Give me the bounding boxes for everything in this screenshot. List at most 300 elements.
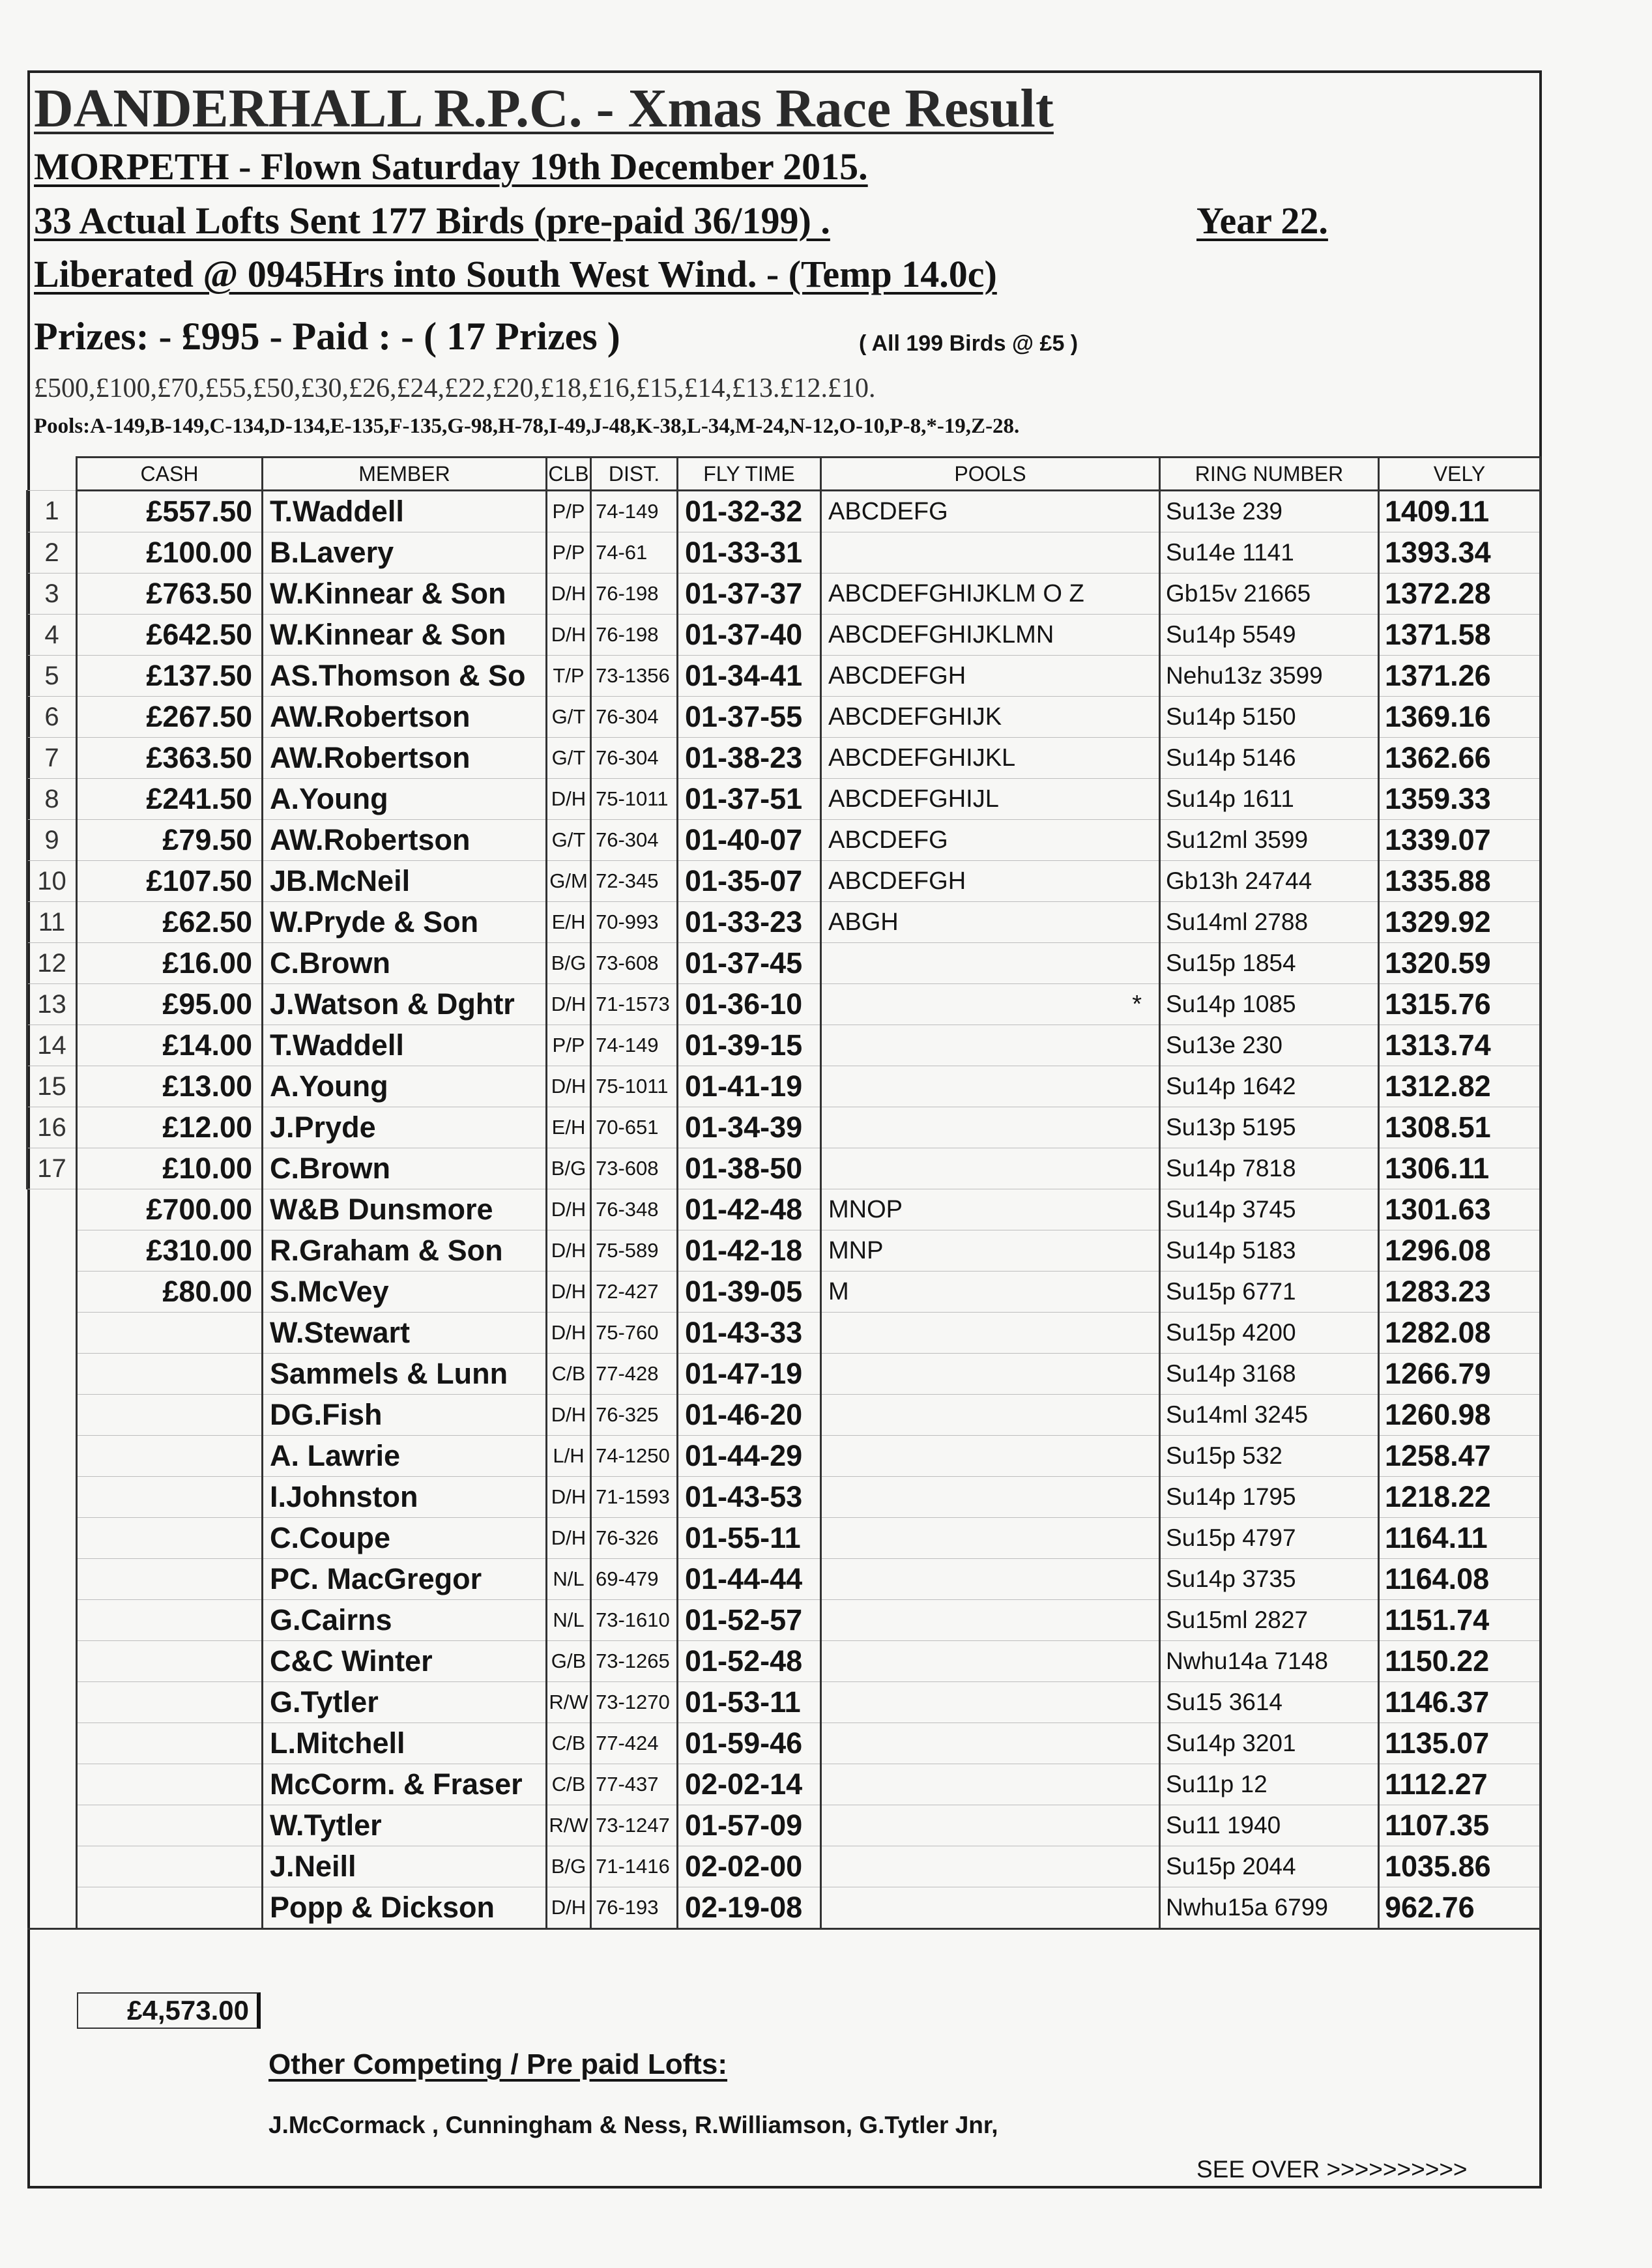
row-club: D/H xyxy=(547,779,591,820)
row-velocity: 1296.08 xyxy=(1379,1230,1541,1272)
row-velocity: 1313.74 xyxy=(1379,1025,1541,1066)
row-distance: 71-1593 xyxy=(591,1477,678,1518)
row-fly-time: 01-57-09 xyxy=(678,1805,821,1846)
row-ring-number: Su15p 532 xyxy=(1160,1436,1379,1477)
row-velocity: 1150.22 xyxy=(1379,1641,1541,1682)
row-distance: 77-437 xyxy=(591,1764,678,1805)
row-distance: 76-304 xyxy=(591,738,678,779)
row-member: W.Tytler xyxy=(263,1805,547,1846)
row-velocity: 1260.98 xyxy=(1379,1395,1541,1436)
row-pools xyxy=(821,1354,1160,1395)
row-distance: 76-193 xyxy=(591,1887,678,1929)
row-ring-number: Su15p 4200 xyxy=(1160,1313,1379,1354)
table-row xyxy=(27,532,1541,574)
row-distance: 76-304 xyxy=(591,820,678,861)
row-distance: 76-348 xyxy=(591,1189,678,1230)
row-cash: £363.50 xyxy=(77,738,263,779)
row-cash: £267.50 xyxy=(77,697,263,738)
row-member: G.Tytler xyxy=(263,1682,547,1723)
row-club: G/T xyxy=(547,697,591,738)
row-velocity: 1371.58 xyxy=(1379,615,1541,656)
row-cash: £10.00 xyxy=(77,1148,263,1189)
table-row xyxy=(27,1764,1541,1805)
row-position: 17 xyxy=(27,1148,77,1189)
row-pools: MNP xyxy=(821,1230,1160,1272)
row-member: L.Mitchell xyxy=(263,1723,547,1764)
page-title: DANDERHALL R.P.C. - Xmas Race Result xyxy=(34,78,1054,139)
row-ring-number: Nehu13z 3599 xyxy=(1160,656,1379,697)
row-club: G/T xyxy=(547,738,591,779)
row-position: 3 xyxy=(27,574,77,615)
row-velocity: 1151.74 xyxy=(1379,1600,1541,1641)
row-cash: £80.00 xyxy=(77,1272,263,1313)
row-position: 15 xyxy=(27,1066,77,1107)
row-velocity: 1112.27 xyxy=(1379,1764,1541,1805)
row-cash xyxy=(77,1846,263,1887)
row-member: I.Johnston xyxy=(263,1477,547,1518)
row-member: J.Watson & Dghtr xyxy=(263,984,547,1025)
row-velocity: 1282.08 xyxy=(1379,1313,1541,1354)
row-distance: 71-1573 xyxy=(591,984,678,1025)
row-position xyxy=(27,1723,77,1764)
row-pools xyxy=(821,1641,1160,1682)
row-cash: £241.50 xyxy=(77,779,263,820)
row-position: 9 xyxy=(27,820,77,861)
row-club: G/T xyxy=(547,820,591,861)
row-cash xyxy=(77,1600,263,1641)
row-pools: ABCDEFG xyxy=(821,491,1160,532)
row-pools: MNOP xyxy=(821,1189,1160,1230)
row-member: G.Cairns xyxy=(263,1600,547,1641)
row-club: B/G xyxy=(547,943,591,984)
row-ring-number: Su14ml 2788 xyxy=(1160,902,1379,943)
row-position: 6 xyxy=(27,697,77,738)
row-cash: £16.00 xyxy=(77,943,263,984)
row-cash: £79.50 xyxy=(77,820,263,861)
row-club: L/H xyxy=(547,1436,591,1477)
prizes-summary: Prizes: - £995 - Paid : - ( 17 Prizes ) xyxy=(34,315,620,358)
row-club: N/L xyxy=(547,1600,591,1641)
row-velocity: 962.76 xyxy=(1379,1887,1541,1929)
row-position xyxy=(27,1354,77,1395)
row-ring-number: Su13e 230 xyxy=(1160,1025,1379,1066)
row-fly-time: 01-59-46 xyxy=(678,1723,821,1764)
row-member: A. Lawrie xyxy=(263,1436,547,1477)
prize-amounts: £500,£100,£70,£55,£50,£30,£26,£24,£22,£20,£18,£16,£15,£14,£13.£12.£10. xyxy=(34,373,876,403)
row-fly-time: 01-37-40 xyxy=(678,615,821,656)
row-fly-time: 01-44-29 xyxy=(678,1436,821,1477)
row-member: JB.McNeil xyxy=(263,861,547,902)
row-pools xyxy=(821,1148,1160,1189)
row-ring-number: Su14p 1611 xyxy=(1160,779,1379,820)
row-velocity: 1266.79 xyxy=(1379,1354,1541,1395)
row-fly-time: 02-02-00 xyxy=(678,1846,821,1887)
row-velocity: 1371.26 xyxy=(1379,656,1541,697)
row-ring-number: Su15 3614 xyxy=(1160,1682,1379,1723)
row-cash: £100.00 xyxy=(77,532,263,574)
row-pools: ABCDEFGH xyxy=(821,861,1160,902)
results-body xyxy=(27,491,1541,1929)
row-distance: 70-993 xyxy=(591,902,678,943)
row-cash xyxy=(77,1354,263,1395)
row-pools xyxy=(821,1395,1160,1436)
see-over-note: SEE OVER >>>>>>>>>> xyxy=(1196,2156,1468,2183)
year-label: Year 22. xyxy=(1196,199,1328,242)
row-position xyxy=(27,1682,77,1723)
row-position xyxy=(27,1559,77,1600)
row-pools xyxy=(821,1025,1160,1066)
row-position xyxy=(27,1313,77,1354)
row-pools xyxy=(821,1477,1160,1518)
row-fly-time: 01-37-45 xyxy=(678,943,821,984)
row-distance: 75-1011 xyxy=(591,779,678,820)
row-fly-time: 01-39-15 xyxy=(678,1025,821,1066)
row-position: 14 xyxy=(27,1025,77,1066)
table-row xyxy=(27,861,1541,902)
table-row xyxy=(27,1846,1541,1887)
row-cash xyxy=(77,1559,263,1600)
row-club: C/B xyxy=(547,1723,591,1764)
row-ring-number: Su15ml 2827 xyxy=(1160,1600,1379,1641)
row-ring-number: Su14p 3168 xyxy=(1160,1354,1379,1395)
results-table xyxy=(26,456,1541,1930)
row-ring-number: Su14p 3735 xyxy=(1160,1559,1379,1600)
row-fly-time: 01-42-18 xyxy=(678,1230,821,1272)
row-ring-number: Su11p 12 xyxy=(1160,1764,1379,1805)
row-velocity: 1362.66 xyxy=(1379,738,1541,779)
row-distance: 70-651 xyxy=(591,1107,678,1148)
row-distance: 74-1250 xyxy=(591,1436,678,1477)
table-row xyxy=(27,615,1541,656)
row-position: 11 xyxy=(27,902,77,943)
row-cash: £137.50 xyxy=(77,656,263,697)
row-club: G/M xyxy=(547,861,591,902)
row-distance: 75-1011 xyxy=(591,1066,678,1107)
race-subtitle: MORPETH - Flown Saturday 19th December 2015. xyxy=(34,145,868,188)
row-fly-time: 01-47-19 xyxy=(678,1354,821,1395)
row-position: 8 xyxy=(27,779,77,820)
row-ring-number: Su14p 3745 xyxy=(1160,1189,1379,1230)
row-ring-number: Su15p 4797 xyxy=(1160,1518,1379,1559)
row-position xyxy=(27,1477,77,1518)
row-distance: 73-1247 xyxy=(591,1805,678,1846)
header-pools: POOLS xyxy=(821,458,1160,491)
row-club: B/G xyxy=(547,1148,591,1189)
row-cash: £700.00 xyxy=(77,1189,263,1230)
header-ring-number: RING NUMBER xyxy=(1160,458,1379,491)
row-member: Sammels & Lunn xyxy=(263,1354,547,1395)
header-vely: VELY xyxy=(1379,458,1541,491)
row-cash: £95.00 xyxy=(77,984,263,1025)
row-pools: ABGH xyxy=(821,902,1160,943)
row-member: A.Young xyxy=(263,779,547,820)
table-row xyxy=(27,697,1541,738)
row-ring-number: Su14p 1085 xyxy=(1160,984,1379,1025)
row-club: D/H xyxy=(547,1477,591,1518)
table-row xyxy=(27,1600,1541,1641)
row-club: D/H xyxy=(547,984,591,1025)
row-pools xyxy=(821,532,1160,574)
row-pools xyxy=(821,943,1160,984)
row-club: D/H xyxy=(547,1395,591,1436)
row-position xyxy=(27,1641,77,1682)
row-club: C/B xyxy=(547,1354,591,1395)
row-member: AW.Robertson xyxy=(263,820,547,861)
row-member: PC. MacGregor xyxy=(263,1559,547,1600)
row-ring-number: Gb15v 21665 xyxy=(1160,574,1379,615)
row-position: 7 xyxy=(27,738,77,779)
row-velocity: 1409.11 xyxy=(1379,491,1541,532)
row-ring-number: Su14p 1795 xyxy=(1160,1477,1379,1518)
row-ring-number: Su14p 5150 xyxy=(1160,697,1379,738)
row-member: AW.Robertson xyxy=(263,738,547,779)
all-birds-note: ( All 199 Birds @ £5 ) xyxy=(859,331,1079,356)
row-fly-time: 01-42-48 xyxy=(678,1189,821,1230)
row-distance: 75-589 xyxy=(591,1230,678,1272)
row-ring-number: Su13e 239 xyxy=(1160,491,1379,532)
table-row xyxy=(27,1395,1541,1436)
row-fly-time: 01-33-23 xyxy=(678,902,821,943)
row-member: C.Brown xyxy=(263,1148,547,1189)
row-distance: 74-149 xyxy=(591,491,678,532)
row-member: C.Brown xyxy=(263,943,547,984)
other-lofts-heading: Other Competing / Pre paid Lofts: xyxy=(268,2048,728,2080)
row-velocity: 1359.33 xyxy=(1379,779,1541,820)
row-fly-time: 01-37-51 xyxy=(678,779,821,820)
row-club: C/B xyxy=(547,1764,591,1805)
row-pools xyxy=(821,1313,1160,1354)
row-club: D/H xyxy=(547,1066,591,1107)
row-pools xyxy=(821,1723,1160,1764)
table-row xyxy=(27,738,1541,779)
row-fly-time: 01-34-39 xyxy=(678,1107,821,1148)
row-club: G/B xyxy=(547,1641,591,1682)
row-fly-time: 01-55-11 xyxy=(678,1518,821,1559)
row-fly-time: 01-40-07 xyxy=(678,820,821,861)
row-pools xyxy=(821,1887,1160,1929)
row-position xyxy=(27,1395,77,1436)
row-cash xyxy=(77,1313,263,1354)
row-cash: £13.00 xyxy=(77,1066,263,1107)
row-pools xyxy=(821,1518,1160,1559)
table-row xyxy=(27,943,1541,984)
row-pools xyxy=(821,1107,1160,1148)
row-fly-time: 01-44-44 xyxy=(678,1559,821,1600)
row-position xyxy=(27,1272,77,1313)
row-fly-time: 01-36-10 xyxy=(678,984,821,1025)
row-club: D/H xyxy=(547,615,591,656)
row-club: E/H xyxy=(547,1107,591,1148)
table-row xyxy=(27,1682,1541,1723)
row-position: 2 xyxy=(27,532,77,574)
row-distance: 76-198 xyxy=(591,574,678,615)
row-fly-time: 01-39-05 xyxy=(678,1272,821,1313)
row-club: E/H xyxy=(547,902,591,943)
row-position xyxy=(27,1230,77,1272)
table-row xyxy=(27,1230,1541,1272)
table-row xyxy=(27,1313,1541,1354)
row-cash xyxy=(77,1805,263,1846)
row-fly-time: 01-37-55 xyxy=(678,697,821,738)
row-velocity: 1312.82 xyxy=(1379,1066,1541,1107)
table-row xyxy=(27,574,1541,615)
row-cash xyxy=(77,1641,263,1682)
row-ring-number: Su15p 2044 xyxy=(1160,1846,1379,1887)
row-fly-time: 01-43-53 xyxy=(678,1477,821,1518)
row-fly-time: 01-38-23 xyxy=(678,738,821,779)
row-cash: £12.00 xyxy=(77,1107,263,1148)
row-cash xyxy=(77,1764,263,1805)
row-position: 5 xyxy=(27,656,77,697)
row-fly-time: 01-35-07 xyxy=(678,861,821,902)
table-row xyxy=(27,491,1541,532)
row-member: McCorm. & Fraser xyxy=(263,1764,547,1805)
liberation-info: Liberated @ 0945Hrs into South West Wind. - (Temp 14.0c) xyxy=(34,253,997,295)
row-distance: 72-345 xyxy=(591,861,678,902)
row-distance: 73-608 xyxy=(591,1148,678,1189)
table-row xyxy=(27,1066,1541,1107)
row-ring-number: Su14p 1642 xyxy=(1160,1066,1379,1107)
row-velocity: 1301.63 xyxy=(1379,1189,1541,1230)
row-pools: ABCDEFGH xyxy=(821,656,1160,697)
row-position xyxy=(27,1189,77,1230)
row-position xyxy=(27,1600,77,1641)
row-pools: ABCDEFGHIJKLMN xyxy=(821,615,1160,656)
row-velocity: 1308.51 xyxy=(1379,1107,1541,1148)
row-cash: £107.50 xyxy=(77,861,263,902)
table-row xyxy=(27,1518,1541,1559)
row-velocity: 1283.23 xyxy=(1379,1272,1541,1313)
row-pools xyxy=(821,1846,1160,1887)
row-distance: 73-1270 xyxy=(591,1682,678,1723)
row-distance: 73-1610 xyxy=(591,1600,678,1641)
row-club: D/H xyxy=(547,1887,591,1929)
row-pools xyxy=(821,1436,1160,1477)
row-member: W.Kinnear & Son xyxy=(263,615,547,656)
row-fly-time: 01-52-48 xyxy=(678,1641,821,1682)
row-distance: 73-1356 xyxy=(591,656,678,697)
row-fly-time: 01-34-41 xyxy=(678,656,821,697)
row-pools: ABCDEFGHIJKL xyxy=(821,738,1160,779)
row-club: D/H xyxy=(547,1518,591,1559)
row-club: D/H xyxy=(547,1189,591,1230)
row-ring-number: Su14p 5183 xyxy=(1160,1230,1379,1272)
row-position xyxy=(27,1518,77,1559)
row-cash: £642.50 xyxy=(77,615,263,656)
row-club: D/H xyxy=(547,574,591,615)
total-cash: £4,573.00 xyxy=(77,1992,261,2029)
row-position xyxy=(27,1846,77,1887)
pools-summary: Pools:A-149,B-149,C-134,D-134,E-135,F-135,G-98,H-78,I-49,J-48,K-38,L-34,M-24,N-12,O-10,P-8,*-19,Z-28. xyxy=(34,414,1020,438)
other-lofts-list: J.McCormack , Cunningham & Ness, R.Williamson, G.Tytler Jnr, xyxy=(268,2112,998,2138)
row-fly-time: 01-33-31 xyxy=(678,532,821,574)
lofts-summary: 33 Actual Lofts Sent 177 Birds (pre-paid 36/199) . xyxy=(34,199,830,242)
header-member: MEMBER xyxy=(263,458,547,491)
row-distance: 69-479 xyxy=(591,1559,678,1600)
row-member: C&C Winter xyxy=(263,1641,547,1682)
row-pools xyxy=(821,1805,1160,1846)
row-fly-time: 01-38-50 xyxy=(678,1148,821,1189)
row-position xyxy=(27,1805,77,1846)
row-distance: 73-1265 xyxy=(591,1641,678,1682)
row-distance: 76-198 xyxy=(591,615,678,656)
row-ring-number: Su14p 5146 xyxy=(1160,738,1379,779)
row-cash xyxy=(77,1887,263,1929)
row-member: DG.Fish xyxy=(263,1395,547,1436)
table-row xyxy=(27,1025,1541,1066)
table-row xyxy=(27,656,1541,697)
table-row xyxy=(27,1805,1541,1846)
row-ring-number: Su13p 5195 xyxy=(1160,1107,1379,1148)
header-clb: CLB xyxy=(547,458,591,491)
row-position: 12 xyxy=(27,943,77,984)
table-row xyxy=(27,1887,1541,1929)
row-ring-number: Su11 1940 xyxy=(1160,1805,1379,1846)
row-position: 13 xyxy=(27,984,77,1025)
row-velocity: 1369.16 xyxy=(1379,697,1541,738)
row-cash xyxy=(77,1518,263,1559)
row-velocity: 1146.37 xyxy=(1379,1682,1541,1723)
table-row xyxy=(27,1189,1541,1230)
row-member: W.Stewart xyxy=(263,1313,547,1354)
row-member: T.Waddell xyxy=(263,1025,547,1066)
row-member: A.Young xyxy=(263,1066,547,1107)
row-member: AS.Thomson & So xyxy=(263,656,547,697)
row-velocity: 1135.07 xyxy=(1379,1723,1541,1764)
row-club: P/P xyxy=(547,491,591,532)
row-fly-time: 02-02-14 xyxy=(678,1764,821,1805)
row-distance: 76-325 xyxy=(591,1395,678,1436)
table-row xyxy=(27,1641,1541,1682)
table-row xyxy=(27,1354,1541,1395)
row-pools xyxy=(821,1682,1160,1723)
row-position: 4 xyxy=(27,615,77,656)
table-row xyxy=(27,1559,1541,1600)
table-row xyxy=(27,779,1541,820)
row-ring-number: Su14e 1141 xyxy=(1160,532,1379,574)
table-row xyxy=(27,1723,1541,1764)
row-velocity: 1035.86 xyxy=(1379,1846,1541,1887)
row-velocity: 1320.59 xyxy=(1379,943,1541,984)
row-fly-time: 01-53-11 xyxy=(678,1682,821,1723)
row-club: B/G xyxy=(547,1846,591,1887)
row-fly-time: 02-19-08 xyxy=(678,1887,821,1929)
row-distance: 73-608 xyxy=(591,943,678,984)
row-pools xyxy=(821,1066,1160,1107)
row-cash: £310.00 xyxy=(77,1230,263,1272)
row-velocity: 1393.34 xyxy=(1379,532,1541,574)
row-velocity: 1335.88 xyxy=(1379,861,1541,902)
row-club: R/W xyxy=(547,1805,591,1846)
row-cash: £14.00 xyxy=(77,1025,263,1066)
row-club: P/P xyxy=(547,1025,591,1066)
row-pools: * xyxy=(821,984,1160,1025)
row-velocity: 1339.07 xyxy=(1379,820,1541,861)
row-pools xyxy=(821,1559,1160,1600)
row-member: S.McVey xyxy=(263,1272,547,1313)
row-cash xyxy=(77,1723,263,1764)
row-distance: 76-304 xyxy=(591,697,678,738)
row-distance: 74-149 xyxy=(591,1025,678,1066)
header-pos-spacer xyxy=(27,458,77,491)
row-ring-number: Nwhu14a 7148 xyxy=(1160,1641,1379,1682)
row-distance: 72-427 xyxy=(591,1272,678,1313)
row-cash xyxy=(77,1682,263,1723)
row-distance: 71-1416 xyxy=(591,1846,678,1887)
row-member: Popp & Dickson xyxy=(263,1887,547,1929)
row-pools: ABCDEFGHIJKLM O Z xyxy=(821,574,1160,615)
header-cash: CASH xyxy=(77,458,263,491)
